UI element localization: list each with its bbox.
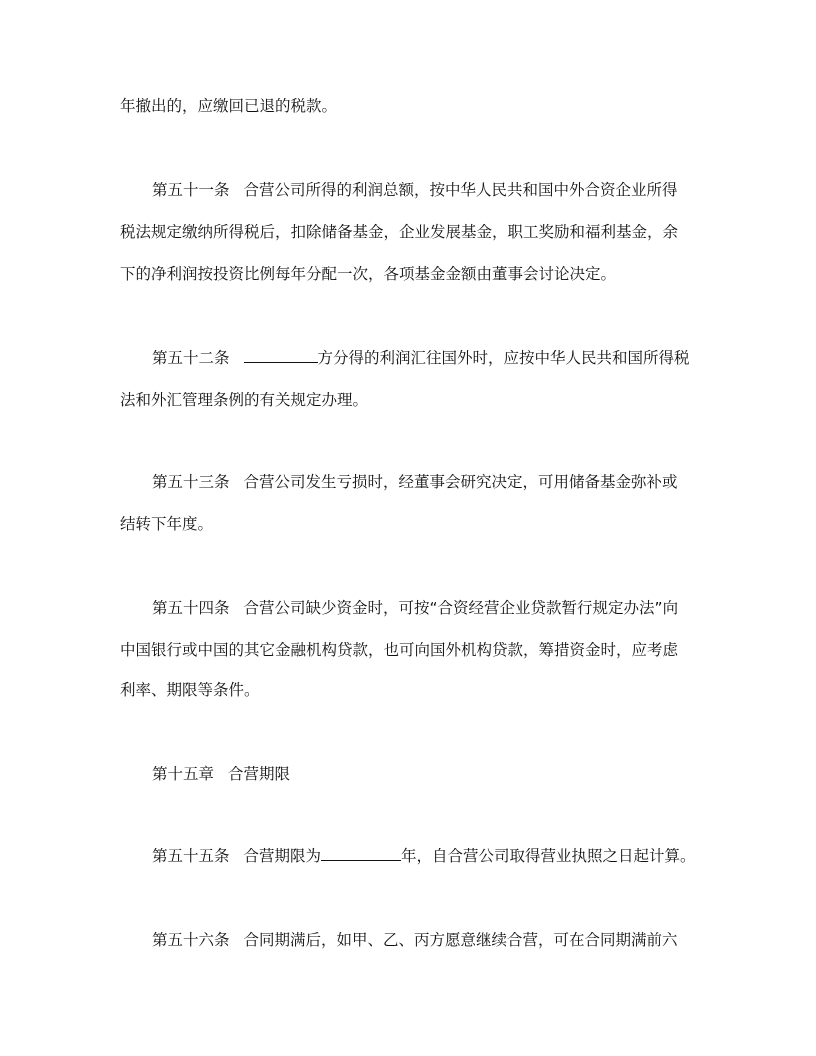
paragraph-line [120, 96, 337, 116]
text: 法和外汇管理条例的有关规定办理。 [120, 391, 369, 409]
article-55 [152, 846, 696, 866]
text: 结转下年度。 [120, 515, 214, 533]
paragraph-line [120, 640, 678, 660]
article-text: 合营公司所得的利润总额，按中华人民共和国中外合资企业所得 [243, 181, 678, 199]
paragraph-line [120, 390, 368, 410]
article-text: 合营公司缺少资金时，可按“合资经营企业贷款暂行规定办法”向 [243, 599, 679, 617]
chapter-heading [152, 764, 290, 784]
article-53 [152, 472, 678, 492]
fill-in-blank[interactable] [244, 348, 318, 363]
article-number: 第五十六条 [152, 931, 230, 949]
article-52 [152, 348, 690, 368]
text: 下的净利润按投资比例每年分配一次，各项基金金额由董事会讨论决定。 [120, 265, 617, 283]
article-56 [152, 930, 678, 950]
article-54 [152, 598, 678, 618]
text: 利率、期限等条件。 [120, 681, 260, 699]
article-text: 合营公司发生亏损时，经董事会研究决定，可用储备基金弥补或 [243, 473, 678, 491]
text: 税法规定缴纳所得税后，扣除储备基金，企业发展基金，职工奖励和福利基金，余 [120, 223, 679, 241]
article-number: 第五十一条 [152, 181, 230, 199]
paragraph-line [120, 514, 213, 534]
article-number: 第五十二条 [152, 349, 230, 367]
article-number: 第五十五条 [152, 847, 230, 865]
article-text: 合同期满后，如甲、乙、丙方愿意继续合营，可在合同期满前六 [243, 931, 678, 949]
article-text: 年，自合营公司取得营业执照之日起计算。 [401, 847, 696, 865]
paragraph-line [120, 222, 678, 242]
paragraph-line [120, 264, 616, 284]
chapter-title: 合营期限 [228, 765, 291, 783]
text: 年撤出的，应缴回已退的税款。 [120, 97, 338, 115]
text: 中国银行或中国的其它金融机构贷款，也可向国外机构贷款，筹措资金时，应考虑 [120, 641, 679, 659]
article-text: 方分得的利润汇往国外时，应按中华人民共和国所得税 [317, 349, 690, 367]
article-number: 第五十三条 [152, 473, 230, 491]
article-51 [152, 180, 678, 200]
paragraph-line [120, 680, 260, 700]
article-number: 第五十四条 [152, 599, 230, 617]
chapter-number: 第十五章 [152, 765, 215, 783]
article-text: 合营期限为 [243, 847, 322, 865]
fill-in-blank[interactable] [321, 846, 401, 861]
